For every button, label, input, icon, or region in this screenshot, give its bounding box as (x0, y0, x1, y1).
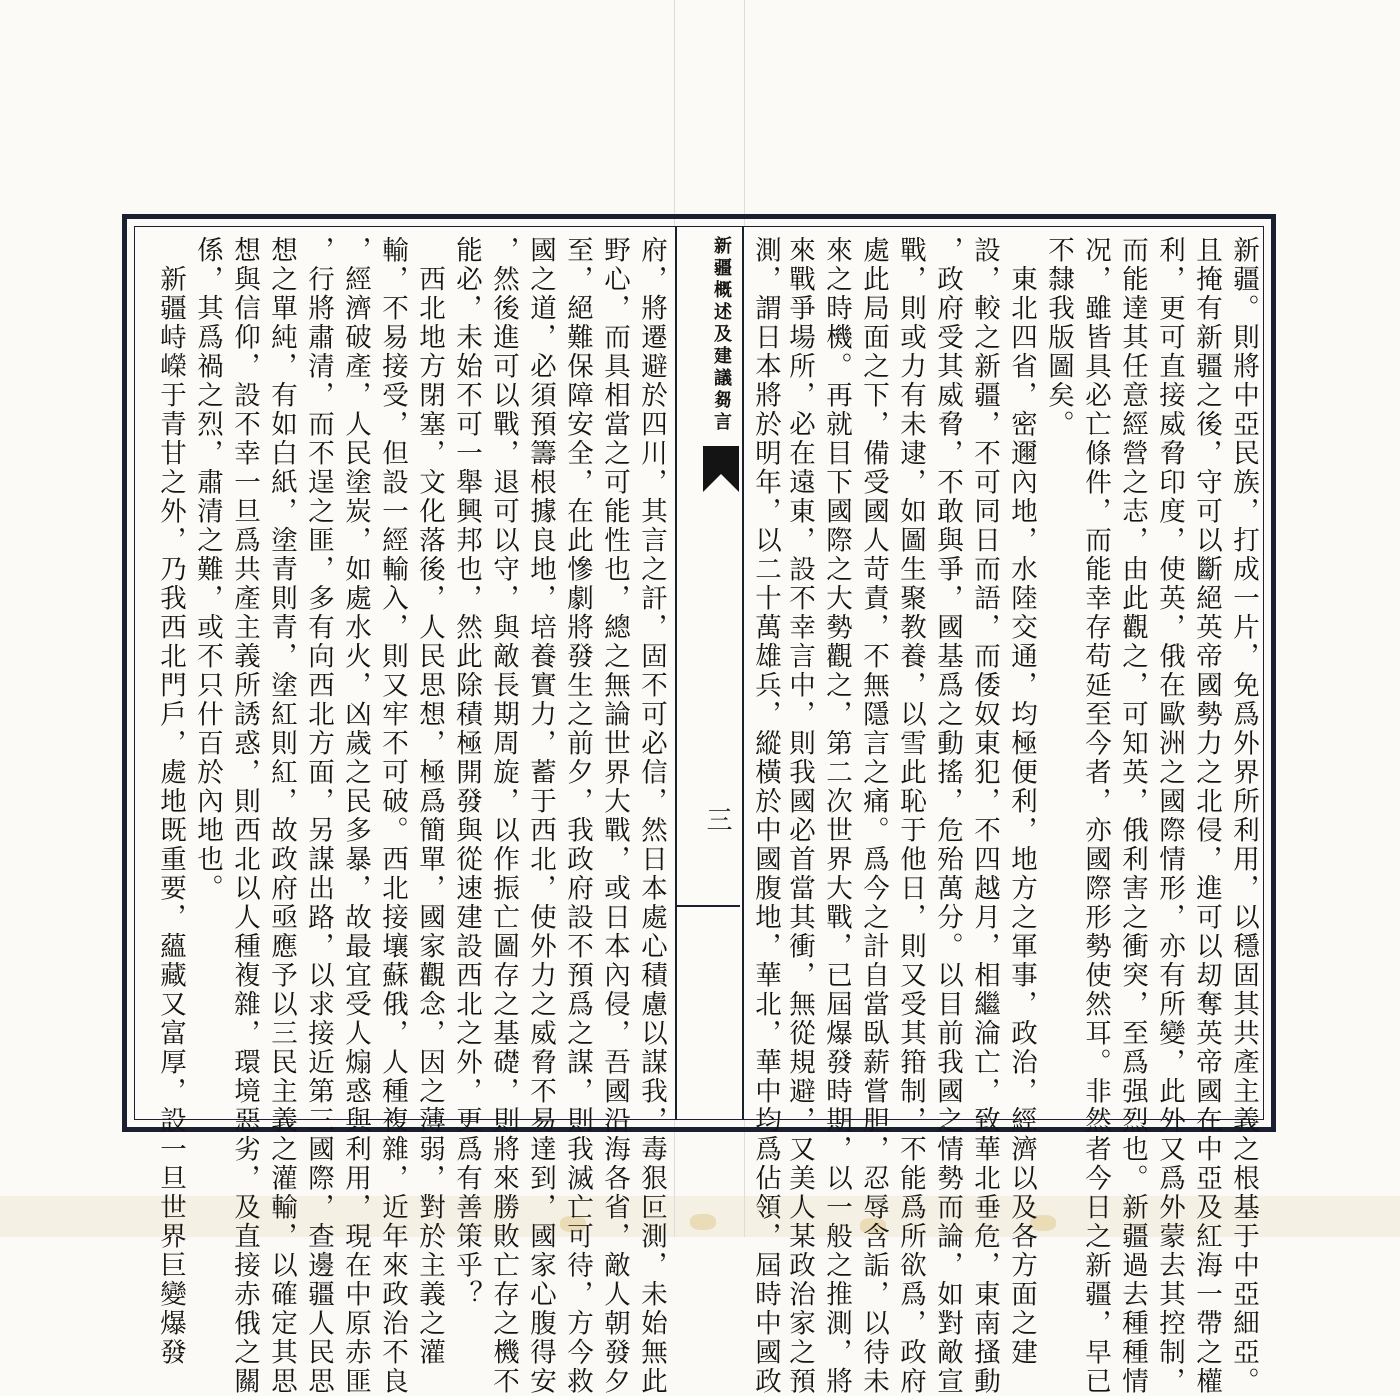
text-column: 想之單純，有如白紙，塗青則青，塗紅則紅，故政府亟應予以三民主義之灌輸，以確定其思 (266, 236, 297, 1396)
text-column: 野心，而具相當之可能性也，總之無論世界大戰，或日本內侵，吾國沿海各省，敵人朝發夕 (599, 236, 630, 1396)
text-column: 東北四省，密邇內地，水陸交通，均極便利，地方之軍事，政治，經濟以及各方面之建 (1006, 236, 1037, 1367)
text-column: 戰，則或力有未逮，如圖生聚教養，以雪此恥于他日，則又受其箝制，不能爲所欲爲，政府 (895, 236, 926, 1396)
text-column: 想與信仰，設不幸一旦爲共產主義所誘惑，則西北以人種複雜，環境惡劣，及直接赤俄之關 (229, 236, 260, 1396)
text-column: 新疆峙嶸于青甘之外，乃我西北門戶，處地既重要，蘊藏又富厚，設一旦世界巨變爆發 (155, 236, 186, 1367)
fishtail-mark (703, 446, 739, 492)
text-column: 國之道，必須預籌根據良地，培養實力，蓄于西北，使外力之威脅不易達到，國家心腹得安 (525, 236, 556, 1396)
text-column: 府，將遷避於四川，其言之訐，固不可必信，然日本處心積慮以謀我，毒狠叵測，未始無此 (636, 236, 667, 1396)
text-column: 且掩有新疆之後，守可以斷絕英帝國勢力之北侵，進可以刧奪英帝國在中亞及紅海一帶之權 (1191, 236, 1222, 1396)
text-column: 不隸我版圖矣。 (1043, 236, 1074, 439)
text-column: 來戰爭場所，必在遠東，設不幸言中，則我國必首當其衝，無從規避，又美人某政治家之預 (784, 236, 815, 1396)
center-rule-right (742, 226, 744, 1120)
text-column: 至，絕難保障安全，在此慘劇將發生之前夕，我政府設不預爲之謀，則我滅亡可待，方今救 (562, 236, 593, 1396)
text-column: 新疆。則將中亞民族，打成一片，免爲外界所利用，以穩固其共產主義之根基于中亞細亞。 (1228, 236, 1259, 1396)
text-column: ，經濟破產，人民塗炭，如處水火，凶歲之民多暴，故最宜受人煽惑與利用，現在中原赤匪 (340, 236, 371, 1396)
page-number: 三 (702, 806, 732, 832)
book-title: 新疆概述及建議芻言 (711, 236, 732, 434)
text-column: ，然後進可以戰，退可以守，與敵長期周旋，以作振亡圖存之基礎，則將來勝敗亡存之機不 (488, 236, 519, 1396)
text-column: 利，更可直接威脅印度，使英，俄在歐洲之國際情形，亦有所變，此外又爲外蒙去其控制， (1154, 236, 1185, 1396)
text-column: 西北地方閉塞，文化落後，人民思想，極爲簡單，國家觀念，因之薄弱，對於主義之灌 (414, 236, 445, 1367)
paper-stain (690, 1214, 716, 1230)
text-column: 能必，未始不可一舉興邦也，然此除積極開發與從速建設西北之外，更爲有善策乎？ (451, 236, 482, 1309)
text-column: 測，謂日本將於明年，以二十萬雄兵，縱橫於中國腹地，華北，華中均爲佔領，屆時中國政 (750, 236, 781, 1396)
text-column: 處此局面之下，備受國人苛責，不無隱言之痛。爲今之計自當臥薪嘗胆，忍辱含詬，以待未 (858, 236, 889, 1396)
text-column: 况，雖皆具必亡條件，而能幸存苟延至今者，亦國際形勢使然耳。非然者今日之新疆，早已 (1080, 236, 1111, 1396)
text-column: ，行將肅清，而不逞之匪，多有向西北方面，另謀出路，以求接近第三國際，查邊疆人民思 (303, 236, 334, 1396)
fishtail-rule (676, 905, 740, 907)
text-column: ，政府受其威脅，不敢與爭，國基爲之動搖，危殆萬分。以目前我國之情勢而論，如對敵宣 (932, 236, 963, 1396)
text-column: 輸，不易接受，但設一經輸入，則又牢不可破。西北接壤蘇俄，人種複雜，近年來政治不良 (377, 236, 408, 1396)
center-rule-left (675, 226, 677, 1120)
text-column: 來之時機。再就目下國際之大勢觀之，第二次世界大戰，已屆爆發時期，以一般之推測，將 (821, 236, 852, 1396)
text-column: 而能達其任意經營之志，由此觀之，可知英，俄利害之衝突，至爲强烈也。新疆過去種種情 (1117, 236, 1148, 1396)
text-column: 係，其爲禍之烈，肅清之難，或不只什百於內地也。 (192, 236, 223, 903)
text-column: 設，較之新疆，不可同日而語，而倭奴東犯，不四越月，相繼淪亡，致華北垂危，東南搔動 (969, 236, 1000, 1396)
page-bottom-edge (0, 1196, 1400, 1237)
